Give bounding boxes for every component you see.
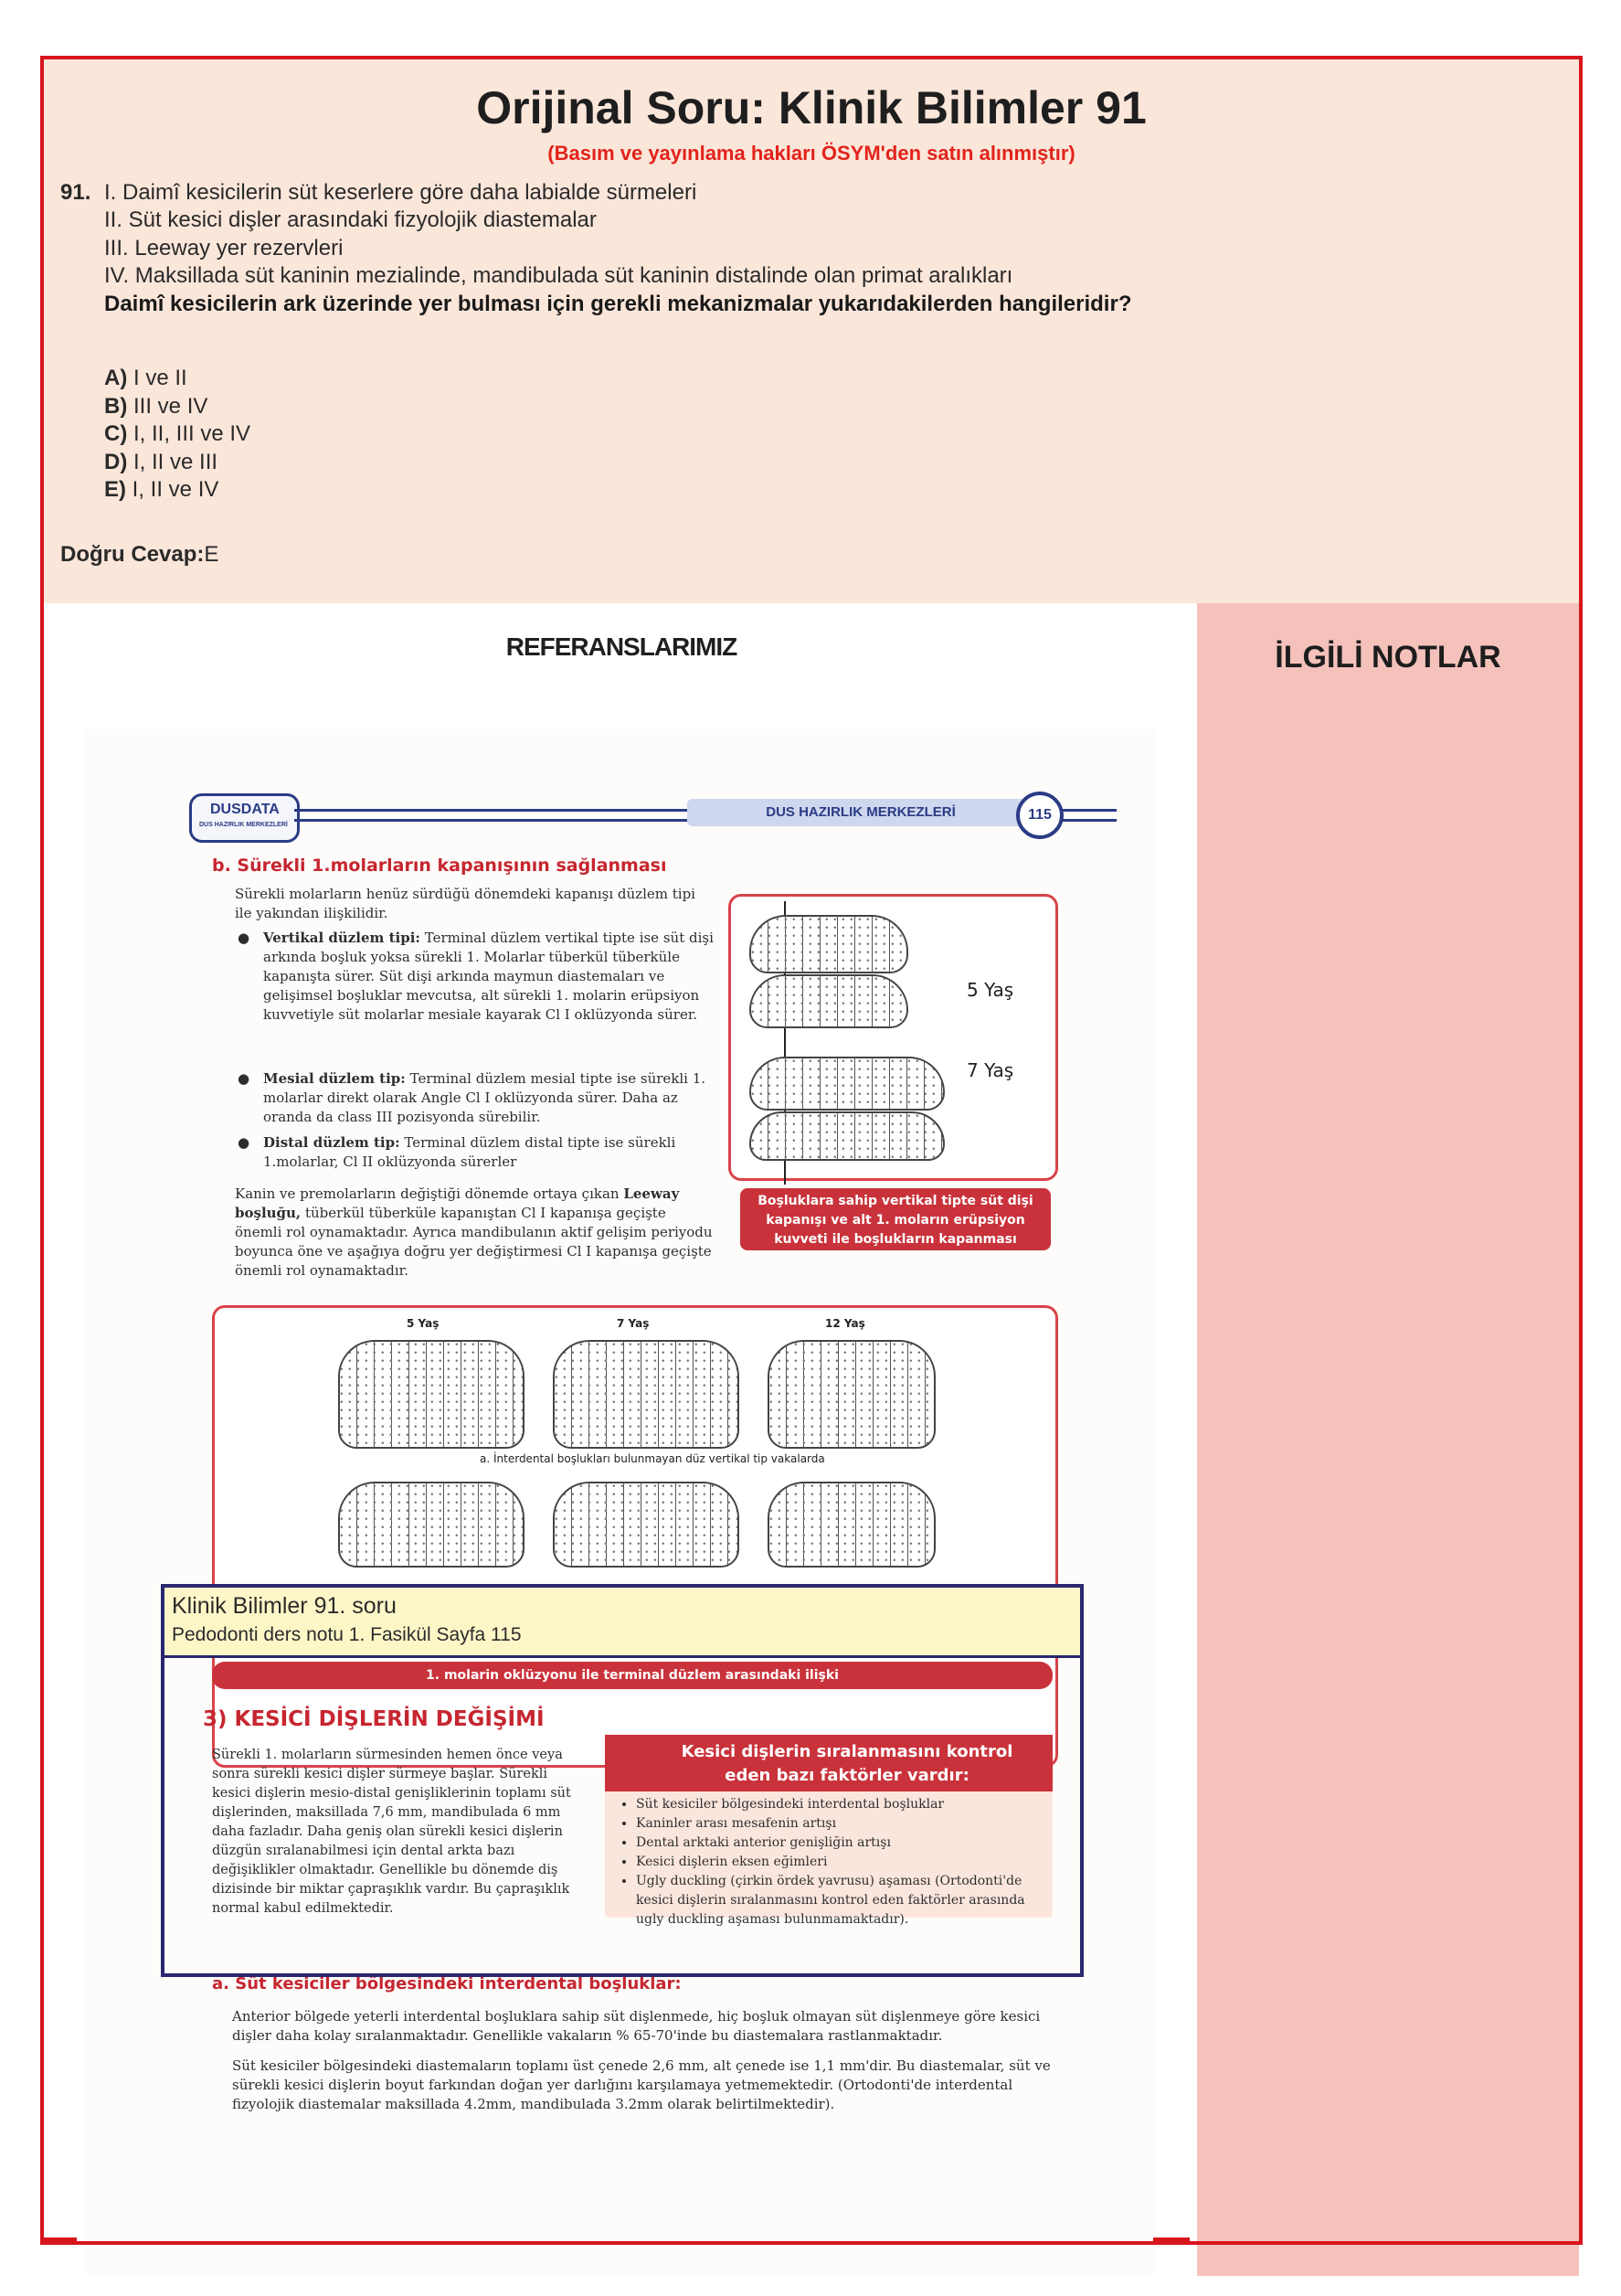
- section-a-title: a. Süt kesiciler bölgesindeki interdental boşluklar:: [212, 1974, 682, 1993]
- age-5: 5 Yaş: [407, 1317, 440, 1330]
- option-c: C) I, II, III ve IV: [104, 421, 251, 446]
- section-b-title: b. Sürekli 1.molarların kapanışının sağlanması: [212, 856, 667, 876]
- bottom-rule-left: [40, 2238, 77, 2245]
- option-a: A) I ve II: [104, 366, 187, 390]
- age-label-5: 5 Yaş: [967, 979, 1014, 1001]
- age-12: 12 Yaş: [825, 1317, 865, 1330]
- bottom-rule-right: [1153, 2238, 1190, 2245]
- section-a-p1: Anterior bölgede yeterli interdental boşluklara sahip süt dişlenmede, hiç boşluk olmayan süt dişlenmeye göre kesici dişler daha kolay sıralanmaktadır. Genellikle vakaların % 65-70'inde bu diastemalara rastlanmaktadır.: [232, 2008, 1041, 2044]
- caption-a: a. İnterdental boşlukları bulunmayan düz vertikal tip vakalarda: [480, 1452, 825, 1465]
- figure-caption: Boşluklara sahip vertikal tipte süt dişi kapanışı ve alt 1. moların erüpsiyon kuvveti ile boşlukların kapanması: [740, 1188, 1051, 1250]
- dusdata-logo: DUSDATA DUS HAZIRLIK MERKEZLERİ: [189, 793, 300, 843]
- reference-note-subtitle: Pedodonti ders notu 1. Fasikül Sayfa 115: [172, 1624, 522, 1645]
- rights-notice: (Basım ve yayınlama hakları ÖSYM'den satın alınmıştır): [547, 142, 1075, 165]
- question-prompt: Daimî kesicilerin ark üzerinde yer bulması için gerekli mekanizmalar yukarıdakilerden hangileridir?: [104, 292, 1132, 316]
- factor-item: • Kaninler arası mesafenin artışı: [636, 1814, 1043, 1834]
- option-d: D) I, II ve III: [104, 450, 218, 474]
- question-number: 91.: [60, 180, 91, 205]
- page-title: Orijinal Soru: Klinik Bilimler 91: [476, 82, 1147, 133]
- age-7: 7 Yaş: [617, 1317, 650, 1330]
- section-b-intro: Sürekli molarların henüz sürdüğü dönemdeki kapanışı düzlem tipi ile yakından ilişkilidir.: [235, 886, 695, 921]
- page-frame: [40, 56, 1583, 2245]
- factor-item: • Kesici dişlerin eksen eğimleri: [636, 1853, 1043, 1872]
- section-a-p2: Süt kesiciler bölgesindeki diastemaların toplamı üst çenede 2,6 mm, alt çenede ise 1,1 mm'dir. Bu diastemalar, süt ve sürekli kesici dişlerin boyut farkından doğan yer darlığını karşılamaya yetmemektedir. (Ortodonti'de interdental fizyolojik diastemalar maksillada 4.2mm, mandibulada 3.2mm olarak belirtilmektedir).: [232, 2057, 1051, 2112]
- references-title: REFERANSLARIMIZ: [505, 632, 737, 661]
- leeway-paragraph: Kanin ve premolarların değiştiği dönemde ortaya çıkan Leeway boşluğu, tüberkül tüberküle kapanıştan Cl I kapanışa geçişte önemli rol oynamaktadır. Ayrıca mandibulanın aktif gelişim periyodu boyunca öne ve aşağıya doğru yer değiştirmesi Cl I kapanışa geçişte önemli rol oynamaktadır.: [235, 1185, 713, 1279]
- statement-1: I. Daimî kesicilerin süt keserlere göre daha labialde sürmeleri: [104, 180, 697, 205]
- correct-answer: Doğru Cevap:E: [60, 542, 219, 567]
- reference-note-title: Klinik Bilimler 91. soru: [172, 1593, 397, 1619]
- statement-3: III. Leeway yer rezervleri: [104, 236, 344, 260]
- bullet-vertical: ● Vertikal düzlem tipi: Terminal düzlem vertikal tipte ise süt dişi arkında boşluk yoksa sürekli 1. Molarlar tüberkül tüberküle kapanışta sürer. Süt dişi arkında maymun diastemaları ve gelişimsel boşluklar mevcutsa, alt sürekli 1. molarin erüpsiyon kuvvetiyle süt molarlar mesiale kayarak Cl I oklüzyonda sürer.: [238, 930, 714, 1023]
- page-number: 115: [1016, 792, 1064, 839]
- age-label-7: 7 Yaş: [967, 1059, 1014, 1081]
- notes-title: İLGİLİ NOTLAR: [1275, 640, 1501, 675]
- statement-4: IV. Maksillada süt kaninin mezialinde, mandibulada süt kaninin distalinde olan primat aralıkları: [104, 263, 1013, 288]
- option-e: E) I, II ve IV: [104, 477, 219, 502]
- factor-item: • Ugly duckling (çirkin ördek yavrusu) aşaması (Ortodonti'de kesici dişlerin sıralanmasını kontrol eden faktörler arasında ugly duckling aşaması bulunmamaktadır).: [636, 1872, 1043, 1929]
- factor-item: • Dental arktaki anterior genişliğin artışı: [636, 1834, 1043, 1853]
- section3-title: 3) KESİCİ DİŞLERİN DEĞİŞİMİ: [203, 1707, 545, 1731]
- factors-box-title: Kesici dişlerin sıralanmasını kontrol eden bazı faktörler vardır:: [605, 1735, 1053, 1791]
- option-b: B) III ve IV: [104, 394, 208, 419]
- header-tab: DUS HAZIRLIK MERKEZLERİ: [687, 799, 1034, 826]
- figure2-caption: 1. molarin oklüzyonu ile terminal düzlem arasındaki ilişki: [212, 1662, 1053, 1689]
- section3-text: Sürekli 1. molarların sürmesinden hemen önce veya sonra sürekli kesici dişler sürmeye başlar. Sürekli kesici dişlerin mesio-distal genişliklerinin toplamı süt dişlerinden, maksillada 7,6 mm, mandibulada 6 mm daha fazladır. Daha geniş olan sürekli kesici dişlerin düzgün sıralanabilmesi için dental arkta bazı değişiklikler olmaktadır. Genellikle bu dönemde diş dizisinde bir miktar çapraşıklık vardır. Bu çapraşıklık normal kabul edilmektedir.: [212, 1748, 571, 1916]
- bullet-distal: ● Distal düzlem tip: Terminal düzlem distal tipte ise sürekli 1.molarlar, Cl II oklüzyonda sürerler: [238, 1134, 676, 1170]
- factor-item: • Süt kesiciler bölgesindeki interdental boşluklar: [636, 1795, 1043, 1814]
- bullet-mesial: ● Mesial düzlem tip: Terminal düzlem mesial tipte ise sürekli 1. molarlar direkt olarak Angle Cl I oklüzyonda sürer. Daha az oranda da class III pozisyonda sürebilir.: [238, 1070, 706, 1125]
- statement-2: II. Süt kesici dişler arasındaki fizyolojik diastemalar: [104, 207, 597, 232]
